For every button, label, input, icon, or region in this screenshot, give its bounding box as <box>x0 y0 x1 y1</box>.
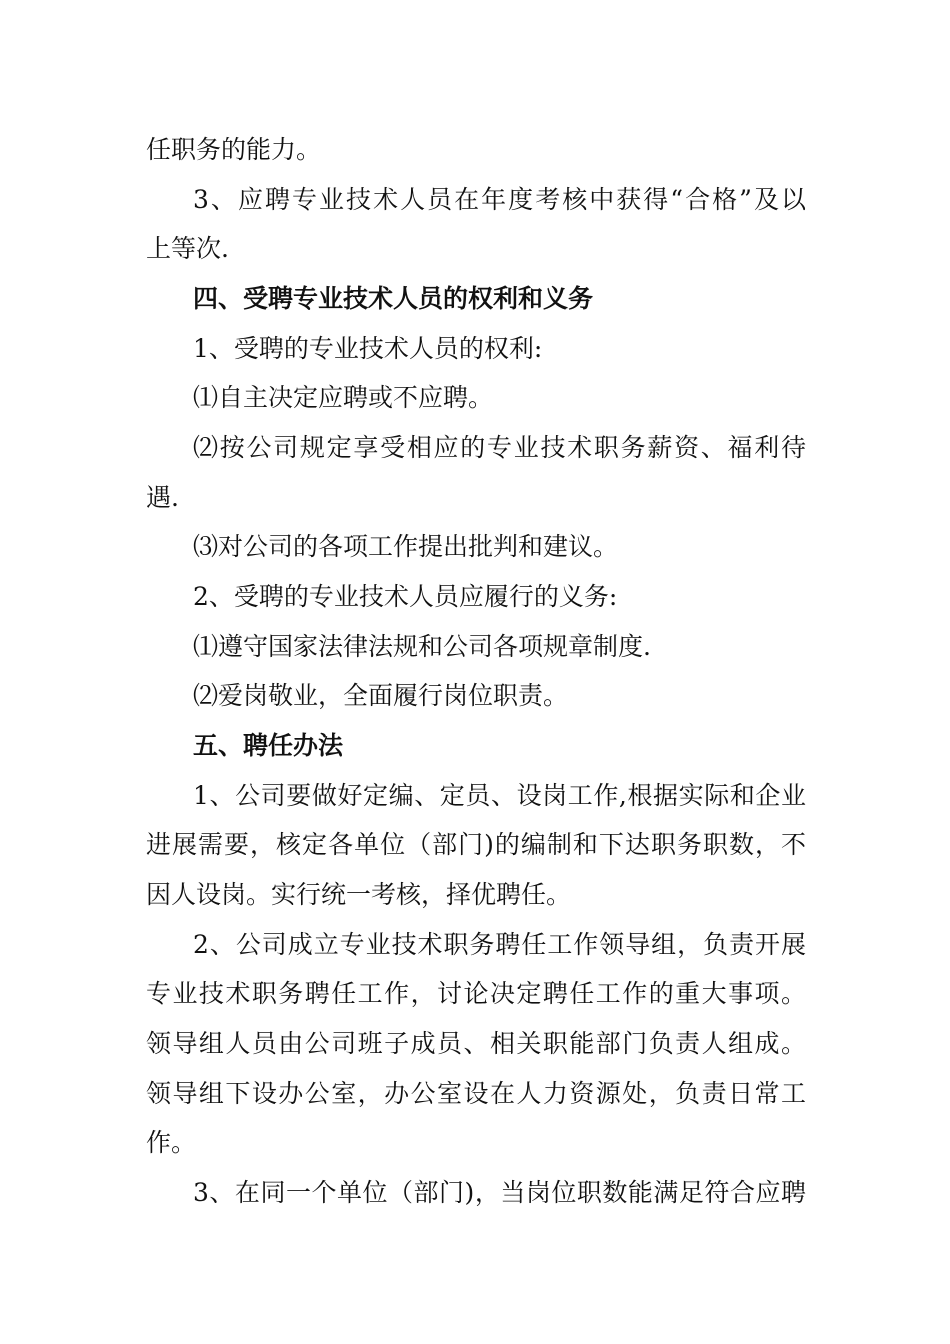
text-line: 作。 <box>146 1128 197 1157</box>
text-line: 因人设岗。实行统一考核，择优聘任。 <box>146 880 572 909</box>
text-line: 上等次. <box>146 234 229 263</box>
text-line: 2、受聘的专业技术人员应履行的义务: <box>193 582 618 611</box>
text-line: 进展需要，核定各单位（部门)的编制和下达职务职数，不 <box>146 830 806 859</box>
text-line: 任职务的能力。 <box>146 135 322 164</box>
text-line: ⑵按公司规定享受相应的专业技术职务薪资、福利待 <box>193 433 806 462</box>
text-line: ⑵爱岗敬业，全面履行岗位职责。 <box>193 681 569 710</box>
text-line: 领导组人员由公司班子成员、相关职能部门负责人组成。 <box>146 1029 806 1058</box>
text-line: ⑴自主决定应聘或不应聘。 <box>193 383 494 412</box>
text-line: 遇. <box>146 483 179 512</box>
text-line: 1、公司要做好定编、定员、设岗工作,根据实际和企业 <box>193 781 806 810</box>
text-line: 3、应聘专业技术人员在年度考核中获得“合格”及以 <box>193 185 806 214</box>
text-line: 领导组下设办公室，办公室设在人力资源处，负责日常工 <box>146 1079 806 1108</box>
text-line: 专业技术职务聘任工作，讨论决定聘任工作的重大事项。 <box>146 979 806 1008</box>
text-line: 1、受聘的专业技术人员的权利: <box>193 334 543 363</box>
section-heading: 五、聘任办法 <box>193 731 344 760</box>
text-line: ⑶对公司的各项工作提出批判和建议。 <box>193 532 619 561</box>
text-line: 3、在同一个单位（部门)，当岗位职数能满足符合应聘 <box>193 1178 806 1207</box>
section-heading: 四、受聘专业技术人员的权利和义务 <box>193 284 594 313</box>
text-line: ⑴遵守国家法律法规和公司各项规章制度. <box>193 632 651 661</box>
text-line: 2、公司成立专业技术职务聘任工作领导组，负责开展 <box>193 930 806 959</box>
